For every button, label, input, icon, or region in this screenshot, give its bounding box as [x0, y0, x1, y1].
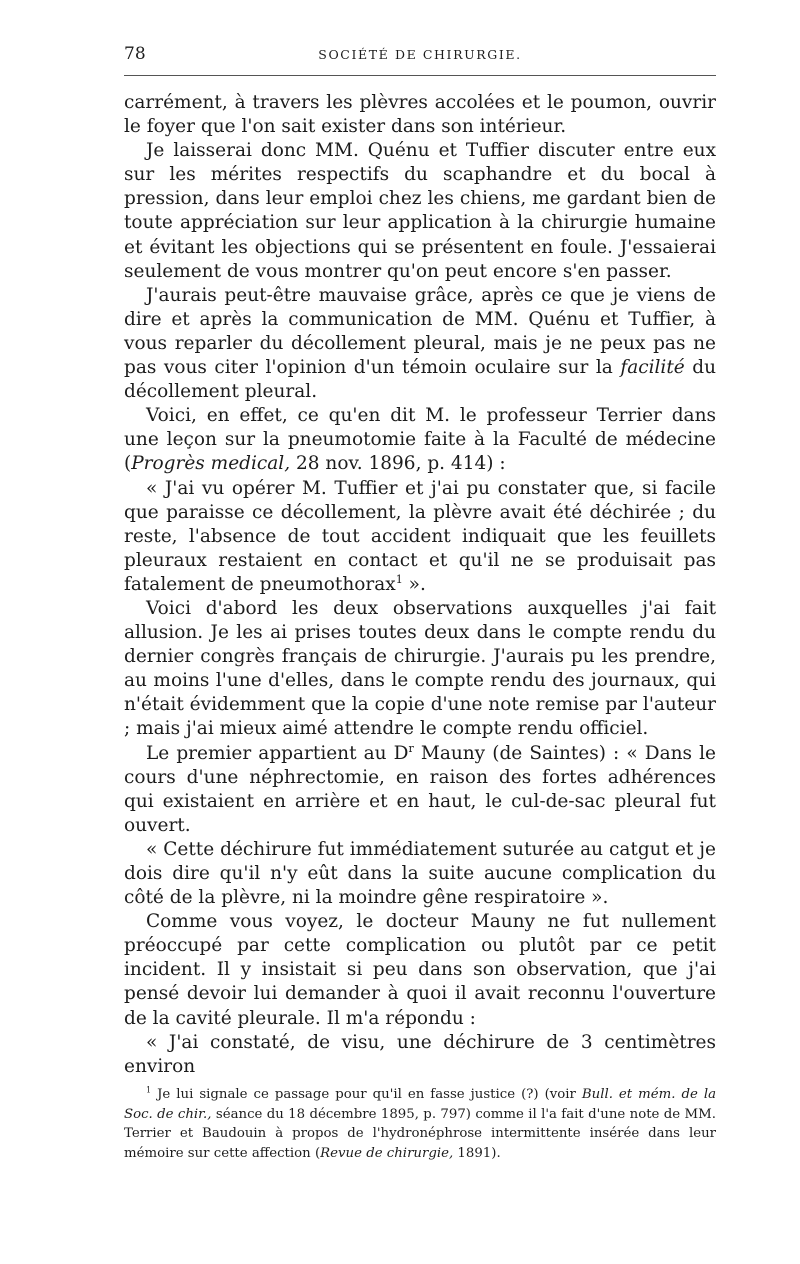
- footnote-1: [124, 1085, 716, 1163]
- paragraph-3-tail: du décollement pleural.: [124, 357, 717, 403]
- paragraph-7: [124, 742, 716, 838]
- paragraph-10-quote: [124, 1031, 716, 1079]
- paragraph-8-quote: [124, 838, 716, 910]
- running-head: SOCIÉTÉ DE CHIRURGIE.: [318, 47, 522, 62]
- footnotes: [124, 1085, 716, 1163]
- paragraph-5-text: « J'ai vu opérer M. Tuffier et j'ai pu constater que, si facile que paraisse ce décollement, la plèvre avait été déchirée ; du reste, l'absence de tout accident indiquait que les feuillets pleuraux restaient en contact et qu'il ne se produisait pas fatalement de pneumothorax: [124, 477, 716, 595]
- paragraph-10-text: « J'ai constaté, de visu, une déchirure de 3 centimètres environ: [124, 1031, 716, 1077]
- header-rule: [124, 75, 716, 76]
- paragraph-7-tail: Mauny (de Saintes) : « Dans le cours d'une néphrectomie, en raison des fortes adhérences qui existaient en arrière et en haut, le cul-de-sac pleural fut ouvert.: [124, 742, 716, 836]
- paragraph-7-text: Le premier appartient au D: [146, 742, 409, 764]
- paragraph-8-text: « Cette déchirure fut immédiatement suturée au catgut et je dois dire qu'il n'y eût dans la suite aucune complication du côté de la plèvre, ni la moindre gêne respiratoire ».: [124, 838, 716, 909]
- doctor-abbrev-sup: r: [408, 741, 414, 755]
- italic-facilite: facilité: [620, 357, 685, 379]
- paragraph-2: [124, 139, 716, 284]
- paragraph-5-tail: ».: [402, 573, 426, 595]
- footnote-italic-revue: Revue de chirurgie,: [320, 1145, 454, 1161]
- paragraph-6: [124, 597, 716, 742]
- paragraph-4-text: Voici, en effet, ce qu'en dit M. le professeur Terrier dans une leçon sur la pneumotomie faite à la Faculté de médecine (: [124, 405, 716, 475]
- paragraph-9: [124, 910, 716, 1030]
- paragraph-4-tail: 28 nov. 1896, p. 414) :: [290, 453, 506, 475]
- page-header: [124, 44, 716, 70]
- body-text: [124, 91, 716, 1079]
- footnote-ref: 1: [395, 572, 403, 586]
- paragraph-4: [124, 404, 716, 476]
- page-number: 78: [124, 44, 146, 64]
- footnote-text-3: 1891).: [453, 1145, 501, 1161]
- paragraph-2-text: Je laisserai donc MM. Quénu et Tuffier discuter entre eux sur les mérites respectifs du scaphandre et du bocal à pression, dans leur emploi chez les chiens, me gardant bien de toute appréciation sur leur application à la chirurgie humaine et évitant les objections qui se présentent en foule. J'essaierai seulement de vous montrer qu'on peut encore s'en passer.: [124, 140, 716, 282]
- paragraph-3: [124, 284, 716, 404]
- paragraph-5-quote: [124, 477, 716, 597]
- paragraph-1-text: carrément, à travers les plèvres accolées et le poumon, ouvrir le foyer que l'on sait exister dans son intérieur.: [124, 92, 716, 138]
- paragraph-9-text: Comme vous voyez, le docteur Mauny ne fut nullement préoccupé par cette complication ou plutôt par ce petit incident. Il y insistait si peu dans son observation, que j'ai pensé devoir lui demander à quoi il avait reconnu l'ouverture de la cavité pleurale. Il m'a répondu :: [124, 911, 716, 1029]
- footnote-text-2: séance du 18 décembre 1895, p. 797) comme il l'a fait d'une note de MM. Terrier et Baudouin à propos de l'hydronéphrose intermittente insérée dans leur mémoire sur cette affection (: [124, 1106, 716, 1161]
- paragraph-3-text: J'aurais peut-être mauvaise grâce, après ce que je viens de dire et après la communication de MM. Quénu et Tuffier, à vous reparler du décollement pleural, mais je ne peux pas ne pas vous citer l'opinion d'un témoin oculaire sur la: [124, 284, 716, 379]
- footnote-text-1: Je lui signale ce passage pour qu'il en fasse justice (?) (voir: [151, 1087, 582, 1102]
- footnote-italic-bull: Bull. et mém. de la Soc. de chir.,: [124, 1087, 716, 1122]
- footnote-marker: 1: [146, 1085, 152, 1095]
- italic-progres-medical: Progrès medical,: [131, 453, 291, 475]
- paragraph-6-text: Voici d'abord les deux observations auxquelles j'ai fait allusion. Je les ai prises toutes deux dans le compte rendu du dernier congrès français de chirurgie. J'aurais pu les prendre, au moins l'une d'elles, dans le compte rendu des journaux, qui n'était évidemment que la copie d'une note remise par l'auteur ; mais j'ai mieux aimé attendre le compte rendu officiel.: [124, 597, 716, 740]
- paragraph-1: [124, 91, 716, 139]
